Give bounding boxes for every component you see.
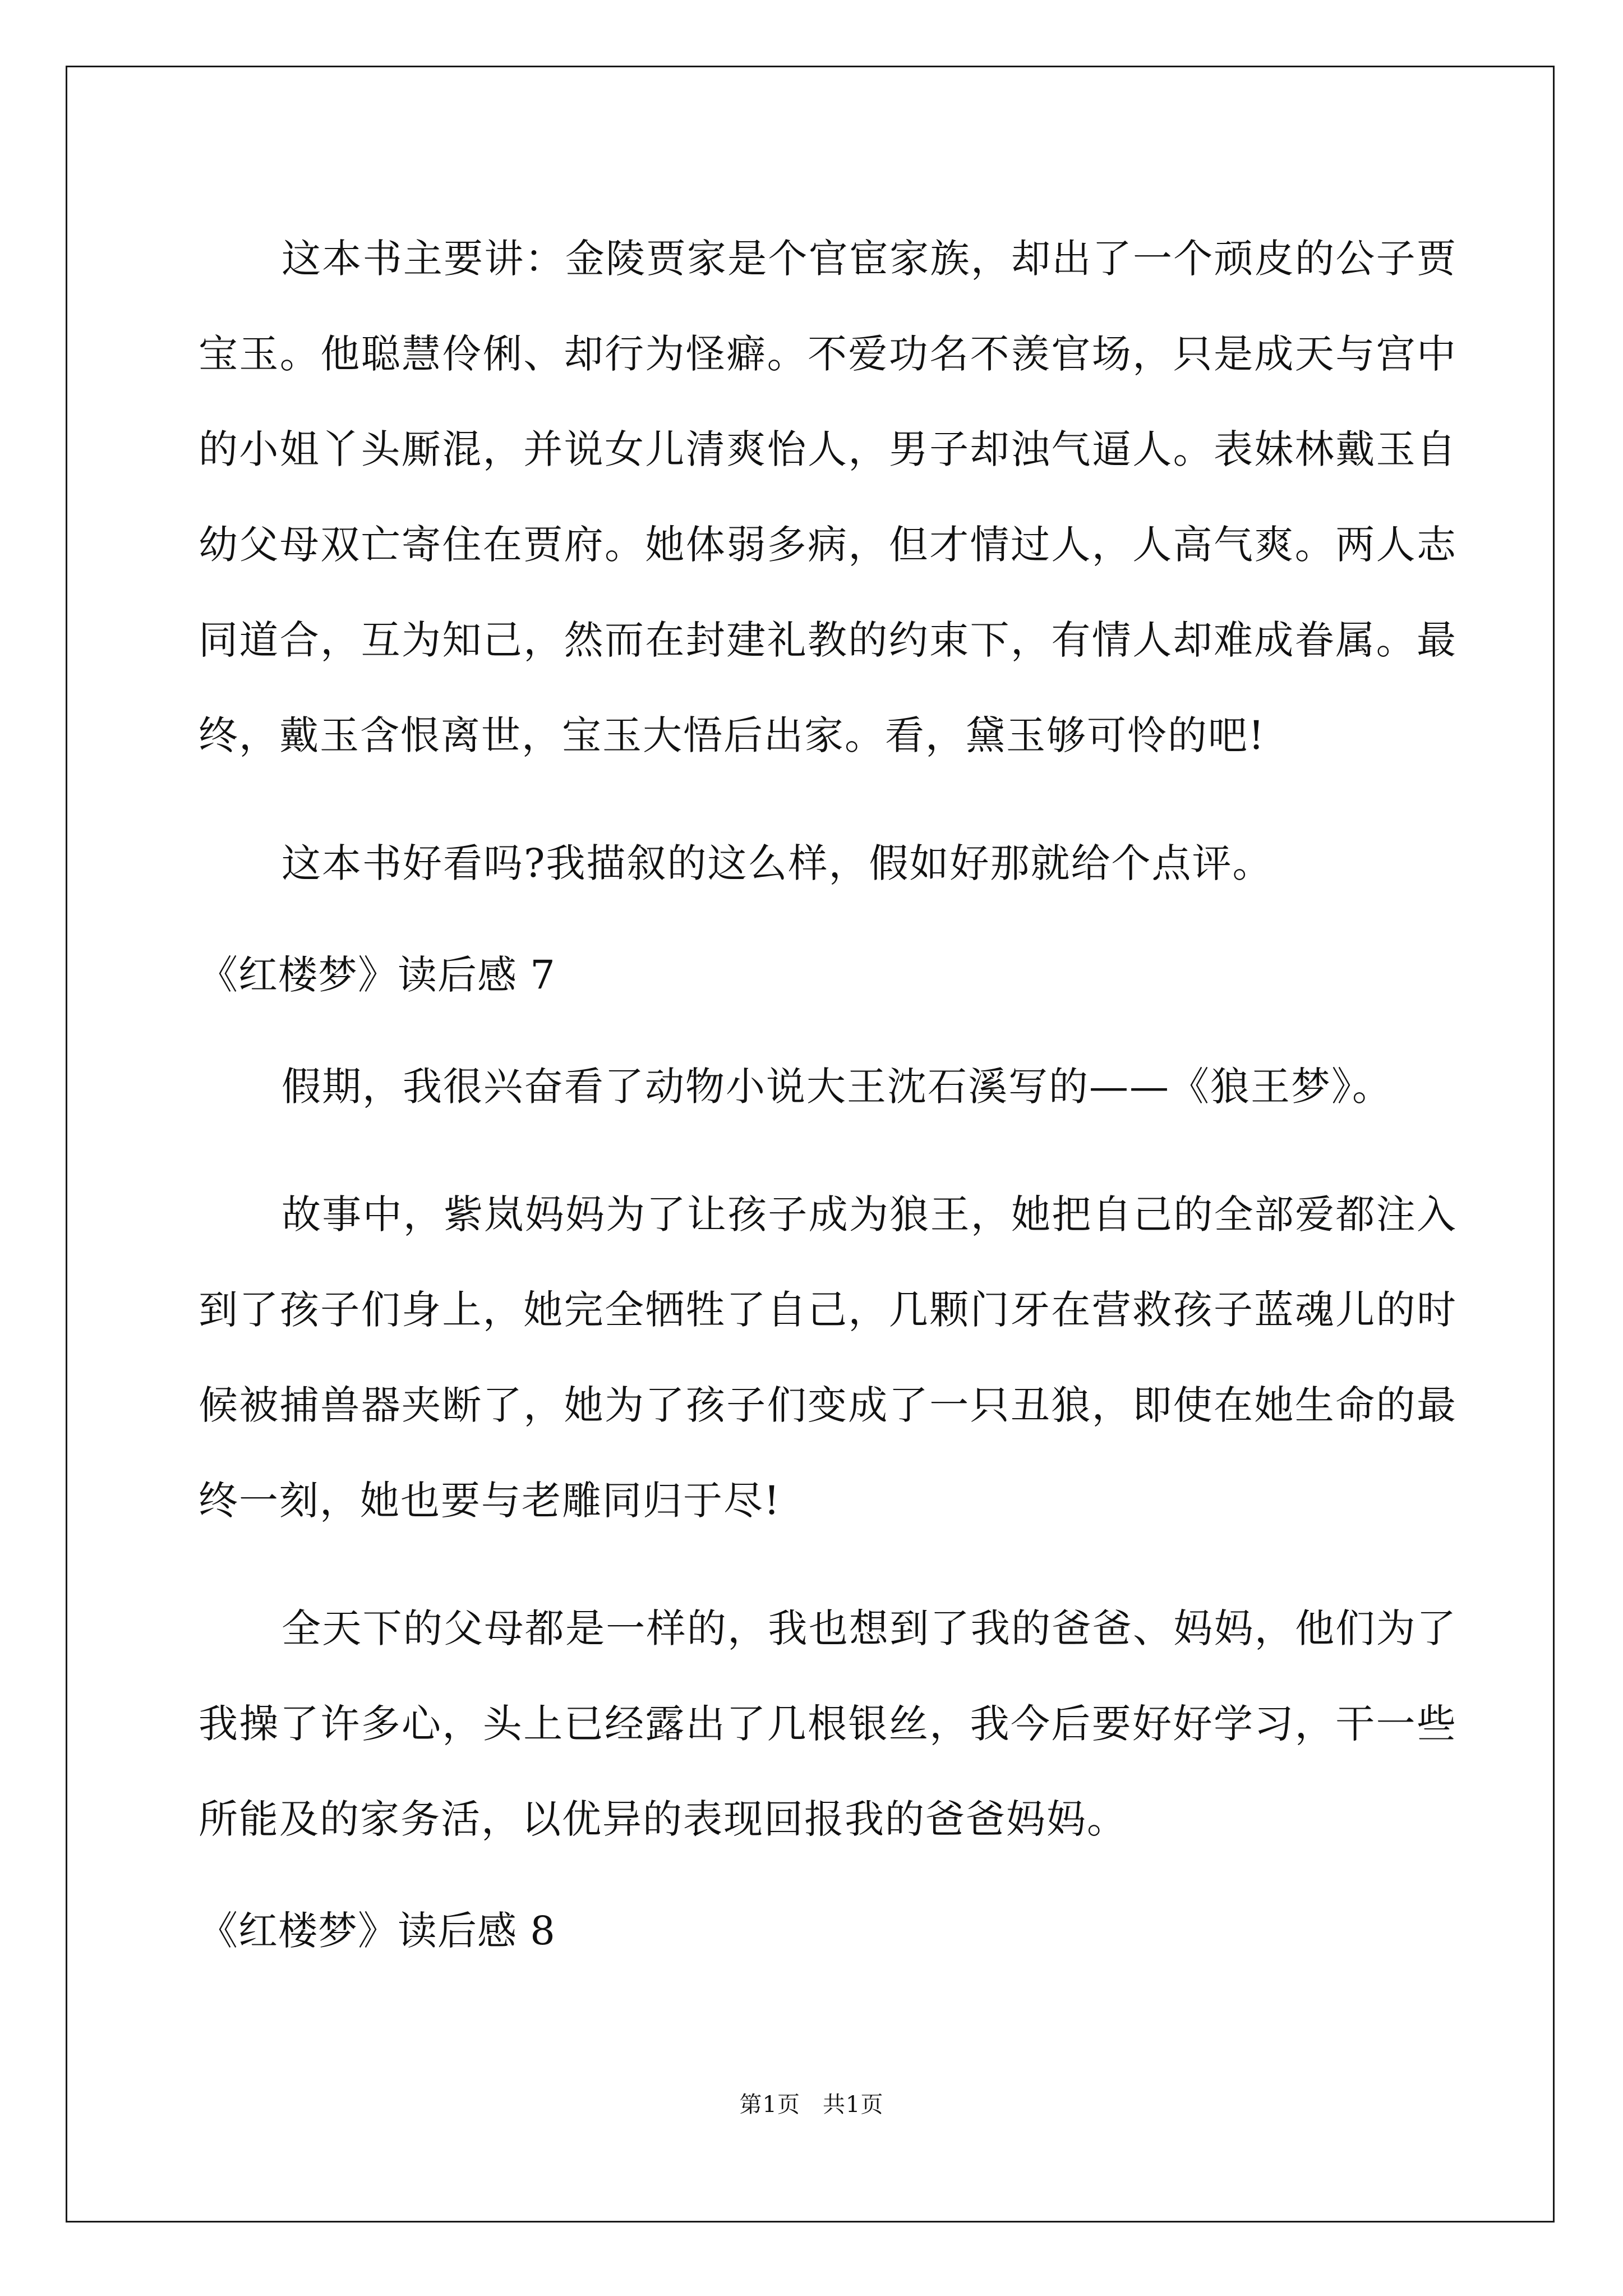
section-heading: 《红楼梦》读后感 7 (199, 952, 556, 998)
paragraph: 全天下的父母都是一样的，我也想到了我的爸爸、妈妈，他们为了我操了许多心，头上已经露出了几根银丝，我今后要好好学习，干一些所能及的家务活，以优异的表现回报我的爸爸妈妈。 (199, 1605, 1457, 1842)
document-body (199, 211, 1457, 1995)
section-heading: 《红楼梦》读后感 8 (199, 1908, 556, 1954)
paragraph: 假期，我很兴奋看了动物小说大王沈石溪写的——《狼王梦》。 (282, 1064, 1393, 1110)
page-footer (0, 2087, 1623, 2119)
page-total: 共1页 (823, 2092, 884, 2118)
paragraph: 故事中，紫岚妈妈为了让孩子成为狼王，她把自己的全部爱都注入到了孩子们身上，她完全牺牲了自己，几颗门牙在营救孩子蓝魂儿的时候被捕兽器夹断了，她为了孩子们变成了一只丑狼，即使在她生命的最终一刻，她也要与老雕同归于尽! (199, 1191, 1457, 1524)
paragraph: 这本书好看吗?我描叙的这么样，假如好那就给个点评。 (282, 840, 1273, 886)
page-number: 第1页 (739, 2092, 800, 2118)
paragraph: 这本书主要讲：金陵贾家是个官宦家族，却出了一个顽皮的公子贾宝玉。他聪慧伶俐、却行为怪癖。不爱功名不羡官场，只是成天与宫中的小姐丫头厮混，并说女儿清爽怡人，男子却浊气逼人。表妹林戴玉自幼父母双亡寄住在贾府。她体弱多病，但才情过人，人高气爽。两人志同道合，互为知己，然而在封建礼教的约束下，有情人却难成眷属。最终，戴玉含恨离世，宝玉大悟后出家。看，黛玉够可怜的吧! (199, 236, 1457, 758)
